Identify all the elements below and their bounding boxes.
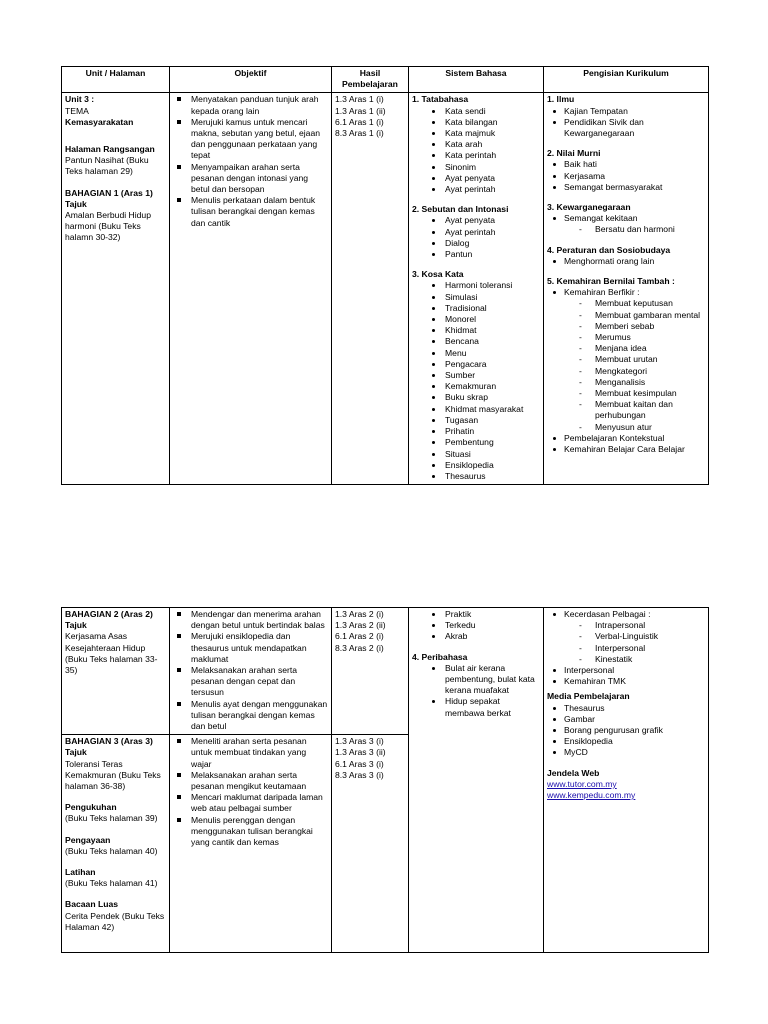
table-row [62,93,709,485]
list-item: Kemahiran TMK [547,676,705,687]
list-item: Simulasi [412,292,540,303]
list-item: Borang pengurusan grafik [547,725,705,736]
tema-value: Kemasyarakatan [65,116,134,127]
list-item: Prihatin [412,426,540,437]
list-item: Ayat perintah [412,184,540,195]
list-item: Praktik [412,609,540,620]
list-item: Monorel [412,314,540,325]
kewarga-list [547,213,705,224]
sistem-cell [409,93,544,485]
jendela-title: Jendela Web [547,767,600,778]
list-item: Hidup sepakat membawa berkat [412,696,540,718]
ilmu-title: 1. Ilmu [547,94,575,105]
list-item: Menulis perkataan dalam bentuk tulisan berangkai dengan kemas dan cantik [173,195,328,229]
list-item: - Menganalisis [547,377,705,388]
sebutan-title: 2. Sebutan dan Intonasi [412,204,509,215]
bahagian-title: BAHAGIAN 2 (Aras 2) Tajuk [65,609,153,631]
list-item: - Kinestatik [547,654,705,665]
rangsangan-title: Halaman Rangsangan [65,144,155,155]
kosa-list [412,280,540,482]
hasil-cell [332,735,409,953]
list-item: - Intrapersonal [547,620,705,631]
list-item: - Merumus [547,332,705,343]
kewarga-title: 3. Kewarganegaraan [547,202,631,213]
header-pengisian: Pengisian Kurikulum [544,67,709,93]
web-link-kempedu[interactable]: www.kempedu.com.my [547,790,636,801]
list-item: Bulat air kerana pembentung, bulat kata kerana muafakat [412,663,540,697]
list-item: - Verbal-Linguistik [547,631,705,642]
list-item: Terkedu [412,620,540,631]
list-item: Kecerdasan Pelbagai : [547,609,705,620]
nilai-list [547,159,705,193]
hasil-item: 1.3 Aras 2 (i) [335,609,384,619]
kemahiran-lain-list [547,433,705,455]
list-item: Menghormati orang lain [547,256,705,267]
hasil-cell [332,608,409,735]
list-item: - Membuat keputusan [547,298,705,309]
list-item: Ensiklopedia [547,736,705,747]
lesson-plan-table-2 [61,607,709,953]
list-item: Melaksanakan arahan serta pesanan mengikut keutamaan [173,770,328,792]
sistem-cell [409,608,544,953]
list-item: Menyampaikan arahan serta pesanan dengan intonasi yang betul dan bersopan [173,162,328,196]
web-link-tutor[interactable]: www.tutor.com.my [547,778,617,789]
list-item: Kemakmuran [412,381,540,392]
lesson-plan-table-1 [61,66,709,485]
hasil-item: 6.1 Aras 3 (i) [335,758,384,769]
list-item: Kerjasama [547,171,705,182]
list-item: Akrab [412,631,540,642]
bahagian-title: BAHAGIAN 3 (Aras 3) Tajuk [65,736,153,758]
tatabahasa-list [412,106,540,196]
media-list [547,703,705,759]
list-item: - Menyusun atur [547,422,705,433]
list-item: Harmoni toleransi [412,280,540,291]
list-item: Kata arah [412,139,540,150]
kemahiran-title: 5. Kemahiran Bernilai Tambah : [547,276,675,287]
bahagian-text: Kerjasama Asas Kesejahteraan Hidup (Buku Teks halaman 33-35) [65,631,158,676]
list-item: Pendidikan Sivik dan Kewarganegaraan [547,117,705,139]
peribahasa-title: 4. Peribahasa [412,651,468,662]
list-item: Kata sendi [412,106,540,117]
pengayaan-text: (Buku Teks halaman 40) [65,845,158,856]
list-item: MyCD [547,747,705,758]
header-unit: Unit / Halaman [62,67,170,93]
list-item: Kemahiran Belajar Cara Belajar [547,444,705,455]
hasil-item: 8.3 Aras 2 (i) [335,642,384,653]
list-item: - Membuat gambaran mental [547,310,705,321]
list-item: Ensiklopedia [412,460,540,471]
kecerdasan-sub-list [547,620,705,665]
list-item: - Membuat kesimpulan [547,388,705,399]
list-item: Semangat kekitaan [547,213,705,224]
list-item: Meneliti arahan serta pesanan untuk membuat tindakan yang wajar [173,736,328,770]
header-sistem: Sistem Bahasa [409,67,544,93]
objektif-list [173,736,328,848]
hasil-item: 1.3 Aras 1 (i) [335,94,384,105]
latihan-text: (Buku Teks halaman 41) [65,878,158,889]
list-item: Menu [412,348,540,359]
list-item: Mendengar dan menerima arahan dengan betul untuk bertindak balas [173,609,328,631]
list-item: Buku skrap [412,392,540,403]
kosa-cont-list [412,609,540,643]
peribahasa-list [412,663,540,719]
unit-label: Unit 3 : [65,94,95,105]
list-item: Tradisional [412,303,540,314]
objektif-list [173,94,328,228]
list-item: Baik hati [547,159,705,170]
bahagian-title: BAHAGIAN 1 (Aras 1) Tajuk [65,187,153,209]
latihan-title: Latihan [65,867,96,878]
list-item: Pantun [412,249,540,260]
hasil-item: 1.3 Aras 3 (ii) [335,747,386,758]
list-item: Melaksanakan arahan serta pesanan dengan cepat dan tersusun [173,665,328,699]
kemahiran-lain-list [547,665,705,687]
hasil-item: 8.3 Aras 3 (i) [335,769,384,780]
header-row [62,67,709,93]
list-item: - Membuat kaitan dan perhubungan [547,399,705,421]
list-item: Ayat penyata [412,173,540,184]
nilai-title: 2. Nilai Murni [547,148,601,159]
list-item: Pengacara [412,359,540,370]
peraturan-title: 4. Peraturan dan Sosiobudaya [547,244,671,255]
pengisian-cell [544,93,709,485]
media-title: Media Pembelajaran [547,691,630,702]
list-item: Bencana [412,336,540,347]
tatabahasa-title: 1. Tatabahasa [412,94,469,105]
list-item: Menulis perenggan dengan menggunakan tulisan berangkai yang cantik dan kemas [173,815,328,849]
list-item: Kata majmuk [412,128,540,139]
unit-cell [62,608,170,735]
list-item: Thesaurus [412,471,540,482]
kewarga-sub-list [547,224,705,235]
list-item: Khidmat masyarakat [412,404,540,415]
pengisian-cell [544,608,709,953]
objektif-list [173,609,328,732]
pengayaan-title: Pengayaan [65,834,111,845]
list-item: - Menjana idea [547,343,705,354]
list-item: Semangat bermasyarakat [547,182,705,193]
list-item: Ayat perintah [412,227,540,238]
objektif-cell [170,608,332,735]
pengukuhan-title: Pengukuhan [65,802,117,813]
bahagian-text: Amalan Berbudi Hidup harmoni (Buku Teks halamn 30-32) [65,210,151,243]
list-item: - Interpersonal [547,643,705,654]
header-hasil: Hasil Pembelajaran [332,67,409,93]
list-item: - Membuat urutan [547,354,705,365]
list-item: Pembelajaran Kontekstual [547,433,705,444]
tema-label: TEMA [65,105,89,116]
bacaan-title: Bacaan Luas [65,899,119,910]
list-item: - Bersatu dan harmoni [547,224,705,235]
list-item: Menulis ayat dengan menggunakan tulisan berangkai dengan kemas dan betul [173,699,328,733]
objektif-cell [170,93,332,485]
hasil-item: 1.3 Aras 2 (ii) [335,620,386,631]
list-item: Sinonim [412,162,540,173]
hasil-item: 6.1 Aras 2 (i) [335,631,384,642]
sebutan-list [412,215,540,260]
objektif-cell [170,735,332,953]
unit-cell [62,735,170,953]
list-item: Thesaurus [547,703,705,714]
list-item: Khidmat [412,325,540,336]
list-item: Situasi [412,449,540,460]
bacaan-text: Cerita Pendek (Buku Teks Halaman 42) [65,910,165,932]
list-item: Tugasan [412,415,540,426]
list-item: Merujuki ensiklopedia dan thesaurus untuk mendapatkan maklumat [173,631,328,665]
berfikir-sub-list [547,298,705,432]
hasil-item: 1.3 Aras 3 (i) [335,736,384,747]
list-item: Ayat penyata [412,215,540,226]
kosa-title: 3. Kosa Kata [412,269,464,280]
list-item: Mencari maklumat daripada laman web atau pelbagai sumber [173,792,328,814]
list-item: Kajian Tempatan [547,106,705,117]
header-objektif: Objektif [170,67,332,93]
hasil-item: 8.3 Aras 1 (i) [335,128,384,139]
list-item: Gambar [547,714,705,725]
list-item: - Mengkategori [547,366,705,377]
peraturan-list [547,256,705,267]
list-item: Menyatakan panduan tunjuk arah kepada orang lain [173,94,328,116]
list-item: Pembentung [412,437,540,448]
list-item: Kata bilangan [412,117,540,128]
list-item: Dialog [412,238,540,249]
rangsangan-text: Pantun Nasihat (Buku Teks halaman 29) [65,155,149,177]
hasil-item: 6.1 Aras 1 (i) [335,116,384,127]
berfikir-list [547,287,705,298]
ilmu-list [547,106,705,140]
list-item: Kata perintah [412,150,540,161]
hasil-item: 1.3 Aras 1 (ii) [335,105,386,116]
list-item: Sumber [412,370,540,381]
unit-cell [62,93,170,485]
list-item: Merujuki kamus untuk mencari makna, sebutan yang betul, ejaan dan penggunaan perkataan yang tepat [173,117,328,162]
pengukuhan-text: (Buku Teks halaman 39) [65,813,158,824]
list-item: Kemahiran Berfikir : [547,287,705,298]
hasil-cell [332,93,409,485]
list-item: - Memberi sebab [547,321,705,332]
kecerdasan-list [547,609,705,620]
table-row [62,608,709,735]
list-item: Interpersonal [547,665,705,676]
bahagian-text: Toleransi Teras Kemakmuran (Buku Teks halaman 36-38) [65,758,161,792]
